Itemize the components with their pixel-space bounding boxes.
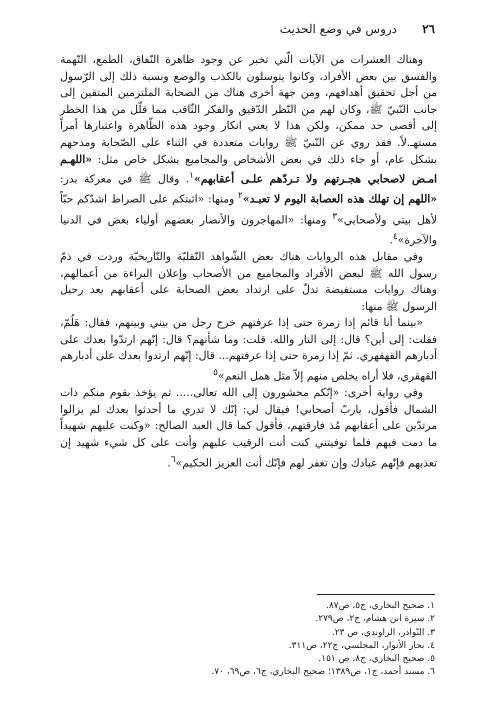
paragraph-1 bbox=[60, 52, 437, 249]
footnote-ref-4: ٤ bbox=[392, 231, 398, 242]
footnote-ref-2: ٢ bbox=[238, 191, 243, 202]
footnote-item: ٥. صحيح البخاري، ج٨، ص ١٥١. bbox=[318, 654, 435, 665]
page-header bbox=[62, 20, 435, 42]
paragraph-3 bbox=[60, 385, 437, 472]
quote-block-1-text: «بينما أنا قائم إذا زمرة حتى إذا عرفتهم خرج رجل من بيني وبينهم، فقال: هَلُمّ، فقلت: إلى أين؟ قال: إلى النار والله. قلت: وما شأنهم؟ قال: إنّهم ارتدّوا بعدك على أدبارهم القهقهري. ثمّ إذا زمرة حتى إذا عرفتهم... قال: إنّهم ارتدوا بعدك على أدبارهم القهقري، فلا أراه يخلص منهم إلاّ مثل همل النعم» bbox=[60, 316, 437, 383]
footnote-item: ٦. مسند أحمد، ج١، ص١٣٨٩؛ صحيح البخاري، ج٦، ص٦٩، ٧٠. bbox=[211, 667, 435, 678]
body-text bbox=[60, 52, 437, 472]
footnote-item: ٤. بحار الأنوار، المجلسي، ج٢٢، ص٣١١. bbox=[288, 640, 435, 651]
footnote-ref-5: ٥ bbox=[213, 368, 218, 379]
paragraph-1-text: وهناك العشرات من الآيات الّتي تخبر عن وجود ظاهرة النّفاق، الطمع، التّهمة والفسق بين بعض الأفراد، وكانوا يتوسلون بالكذب والوضع ونسبة ذلك إلى الرّسول من أجل تحقيق أهدافهم، ومن جهة أخرى هناك من الصحابة الملتزمين المتقين إلى جانب النّبيّ ﷺ، وكان لهم من النّظر الدّقيق والفكر الثّاقب مما قلّل من هذا الخطر إلى أقصى حد ممكن، ولكن هذا لا يعني انكار وجود هذه الظّاهرة واعتبارها أمراً مستهـ.لاً. فقد روي عن النّبيّ ﷺ روايات متعددة في الثناء على الصّحابة ومدحهم بشكل عام، أو جاء ذلك في بعض الأشخاص والمجاميع بشكل خاص مثل: bbox=[60, 53, 437, 166]
footnote-item: ٢. سيرة ابن هشام، ج٢، ص٢٧٩. bbox=[315, 614, 435, 625]
paragraph-1-end3: . bbox=[389, 233, 393, 247]
running-title: دروس في وضع الحديث bbox=[279, 22, 397, 36]
footnote-ref-6: ٦ bbox=[170, 454, 176, 465]
paragraph-1-end2: ومنها: «المهاجرون والأنصار بعضهم أولياء بعض في الدنيا والآخرة» bbox=[60, 213, 437, 247]
footnote-ref-1: ١ bbox=[189, 171, 194, 182]
page-number: ٢٦ bbox=[422, 22, 435, 36]
footnote-separator bbox=[317, 594, 435, 595]
paragraph-3-text: وفي رواية أخرى: «إنّكم محشورون إلى الله تعالى..... ثم يؤخذ بقوم منكم ذات الشمال فأقول، ياربّ أصحابي! فيقال لي: إنّك لا تدري ما أحدثوا بعدك لم يزالوا مرتدّين على أعقابهم مُذ فارقتهم، فأقول كما قال العبد الصالح: «وكنت عليهم شهيداً ما دمت فيهم فلما توفيتني كنت أنت الرقيب عليهم وأنت على كل شيء شهيد إن تعذبهم فإنّهم عبادك وإن تغفر لهم فإنّك أنت العزيز الحكيم» bbox=[60, 386, 437, 470]
paragraph-1-end: ومنها: «اثبتكم على الصراط اشدّكم حبّاً لأهل بيتي ولأصحابي» bbox=[60, 192, 437, 227]
footnote-item: ١. صحيح البخاري، ج٥، ص٨٧. bbox=[326, 601, 435, 611]
paragraph-1-mid: . وقال ﷺ في معركة بدر: bbox=[60, 172, 190, 186]
footnote-item: ٣. النّوادر، الراوندي، ص ٢٣. bbox=[331, 627, 435, 638]
footnotes bbox=[62, 600, 435, 680]
quote-hadith-1: «اللهـم امـض لاصحابي هجـرتهم ولا تـردّهم علـى أعقابهم» bbox=[60, 152, 437, 186]
paragraph-3-end: . bbox=[167, 456, 171, 470]
quote-hadith-2: «اللهم إن تهلك هذه العصابة اليوم لا تعبـد» bbox=[242, 192, 437, 206]
footnote-ref-3: ٣ bbox=[332, 211, 338, 222]
paragraph-2: وفي مقابل هذه الروايات هناك بعض الشّواهد النّقليّة والتّاريخيّة وردت في ذمّ رسول الله ﷺ لبعض الأفراد والمجاميع من الأصحاب وإعلان البراءة من أعمالهم، وهناك روايات مستفيضة تدلّ على ارتداد بعض الصحابة على أعقابهم بعد رحيل الرسول ﷺ منها: bbox=[60, 249, 437, 313]
quote-block-1 bbox=[60, 315, 437, 385]
